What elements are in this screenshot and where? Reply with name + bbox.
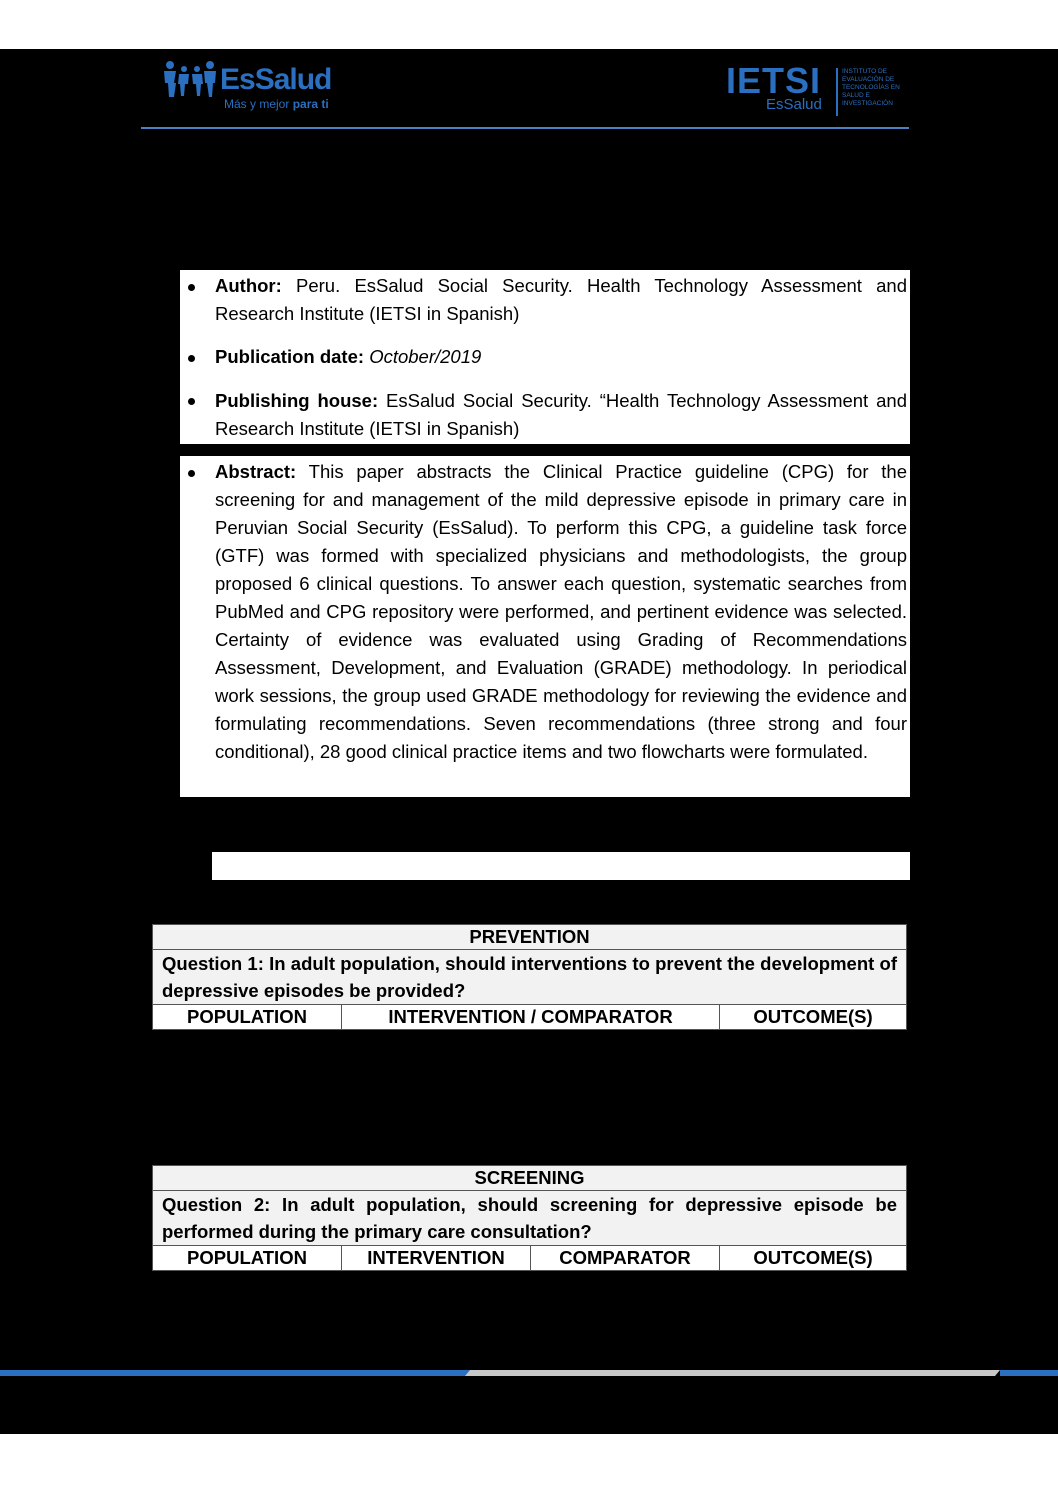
clinical-question: Question 1: In adult population, should interventions to prevent the development of depressive episodes be provided? bbox=[153, 950, 907, 1005]
column-header: OUTCOME(S) bbox=[720, 1246, 907, 1271]
table-title: PREVENTION bbox=[153, 925, 907, 950]
table-title: SCREENING bbox=[153, 1166, 907, 1191]
section-heading-placeholder bbox=[212, 852, 910, 880]
ietsi-sub: EsSalud bbox=[766, 96, 822, 113]
column-header: COMPARATOR bbox=[531, 1246, 720, 1271]
ietsi-acronym: IETSI bbox=[726, 60, 822, 101]
prevention-table bbox=[152, 924, 907, 1030]
essalud-tagline: Más y mejor para ti bbox=[224, 97, 329, 111]
column-header: INTERVENTION / COMPARATOR bbox=[342, 1005, 720, 1030]
author-item: Author: Peru. EsSalud Social Security. Health Technology Assessment and Research Institute (IETSI in Spanish) bbox=[215, 275, 907, 324]
essalud-logo bbox=[162, 57, 337, 115]
bullet-icon bbox=[188, 470, 195, 477]
clinical-question: Question 2: In adult population, should screening for depressive episode be performed during the primary care consultation? bbox=[153, 1191, 907, 1246]
ietsi-institute-name: INSTITUTO DE EVALUACIÓN DE TECNOLOGÍAS EN SALUD E INVESTIGACIÓN bbox=[842, 68, 900, 107]
abstract-item: Abstract: This paper abstracts the Clinical Practice guideline (CPG) for the screening for and management of the mild depressive episode in primary care in Peruvian Social Security (EsSalud). To perform this CPG, a guideline task force (GTF) was formed with specialized physicians and methodologists, the group proposed 6 clinical questions. To answer each question, systematic searches from PubMed and CPG repository were performed, and pertinent evidence was selected. Certainty of evidence was evaluated using Grading of Recommendations Assessment, Development, and Evaluation (GRADE) methodology. In periodical work sessions, the group used GRADE methodology for reviewing the evidence and formulating recommendations. Seven recommendations (three strong and four conditional), 28 good clinical practice items and two flowcharts were formulated. bbox=[215, 461, 907, 762]
column-header: INTERVENTION bbox=[342, 1246, 531, 1271]
bullet-icon bbox=[188, 355, 195, 362]
footer-stripe bbox=[0, 1370, 1058, 1376]
abstract-box bbox=[180, 456, 910, 797]
header-rule bbox=[141, 127, 909, 129]
publication-info-box bbox=[180, 270, 910, 444]
bullet-icon bbox=[188, 284, 195, 291]
bullet-icon bbox=[188, 398, 195, 405]
column-header: OUTCOME(S) bbox=[720, 1005, 907, 1030]
column-header: POPULATION bbox=[153, 1005, 342, 1030]
essalud-brand: EsSalud bbox=[220, 63, 332, 96]
ietsi-divider bbox=[836, 68, 838, 116]
publishing-house-item: Publishing house: EsSalud Social Security. “Health Technology Assessment and Research Institute (IETSI in Spanish) bbox=[215, 390, 907, 439]
family-figures-icon bbox=[162, 59, 218, 99]
publication-date-item: Publication date: October/2019 bbox=[215, 346, 482, 367]
column-header: POPULATION bbox=[153, 1246, 342, 1271]
screening-table bbox=[152, 1165, 907, 1271]
ietsi-logo bbox=[726, 60, 911, 120]
